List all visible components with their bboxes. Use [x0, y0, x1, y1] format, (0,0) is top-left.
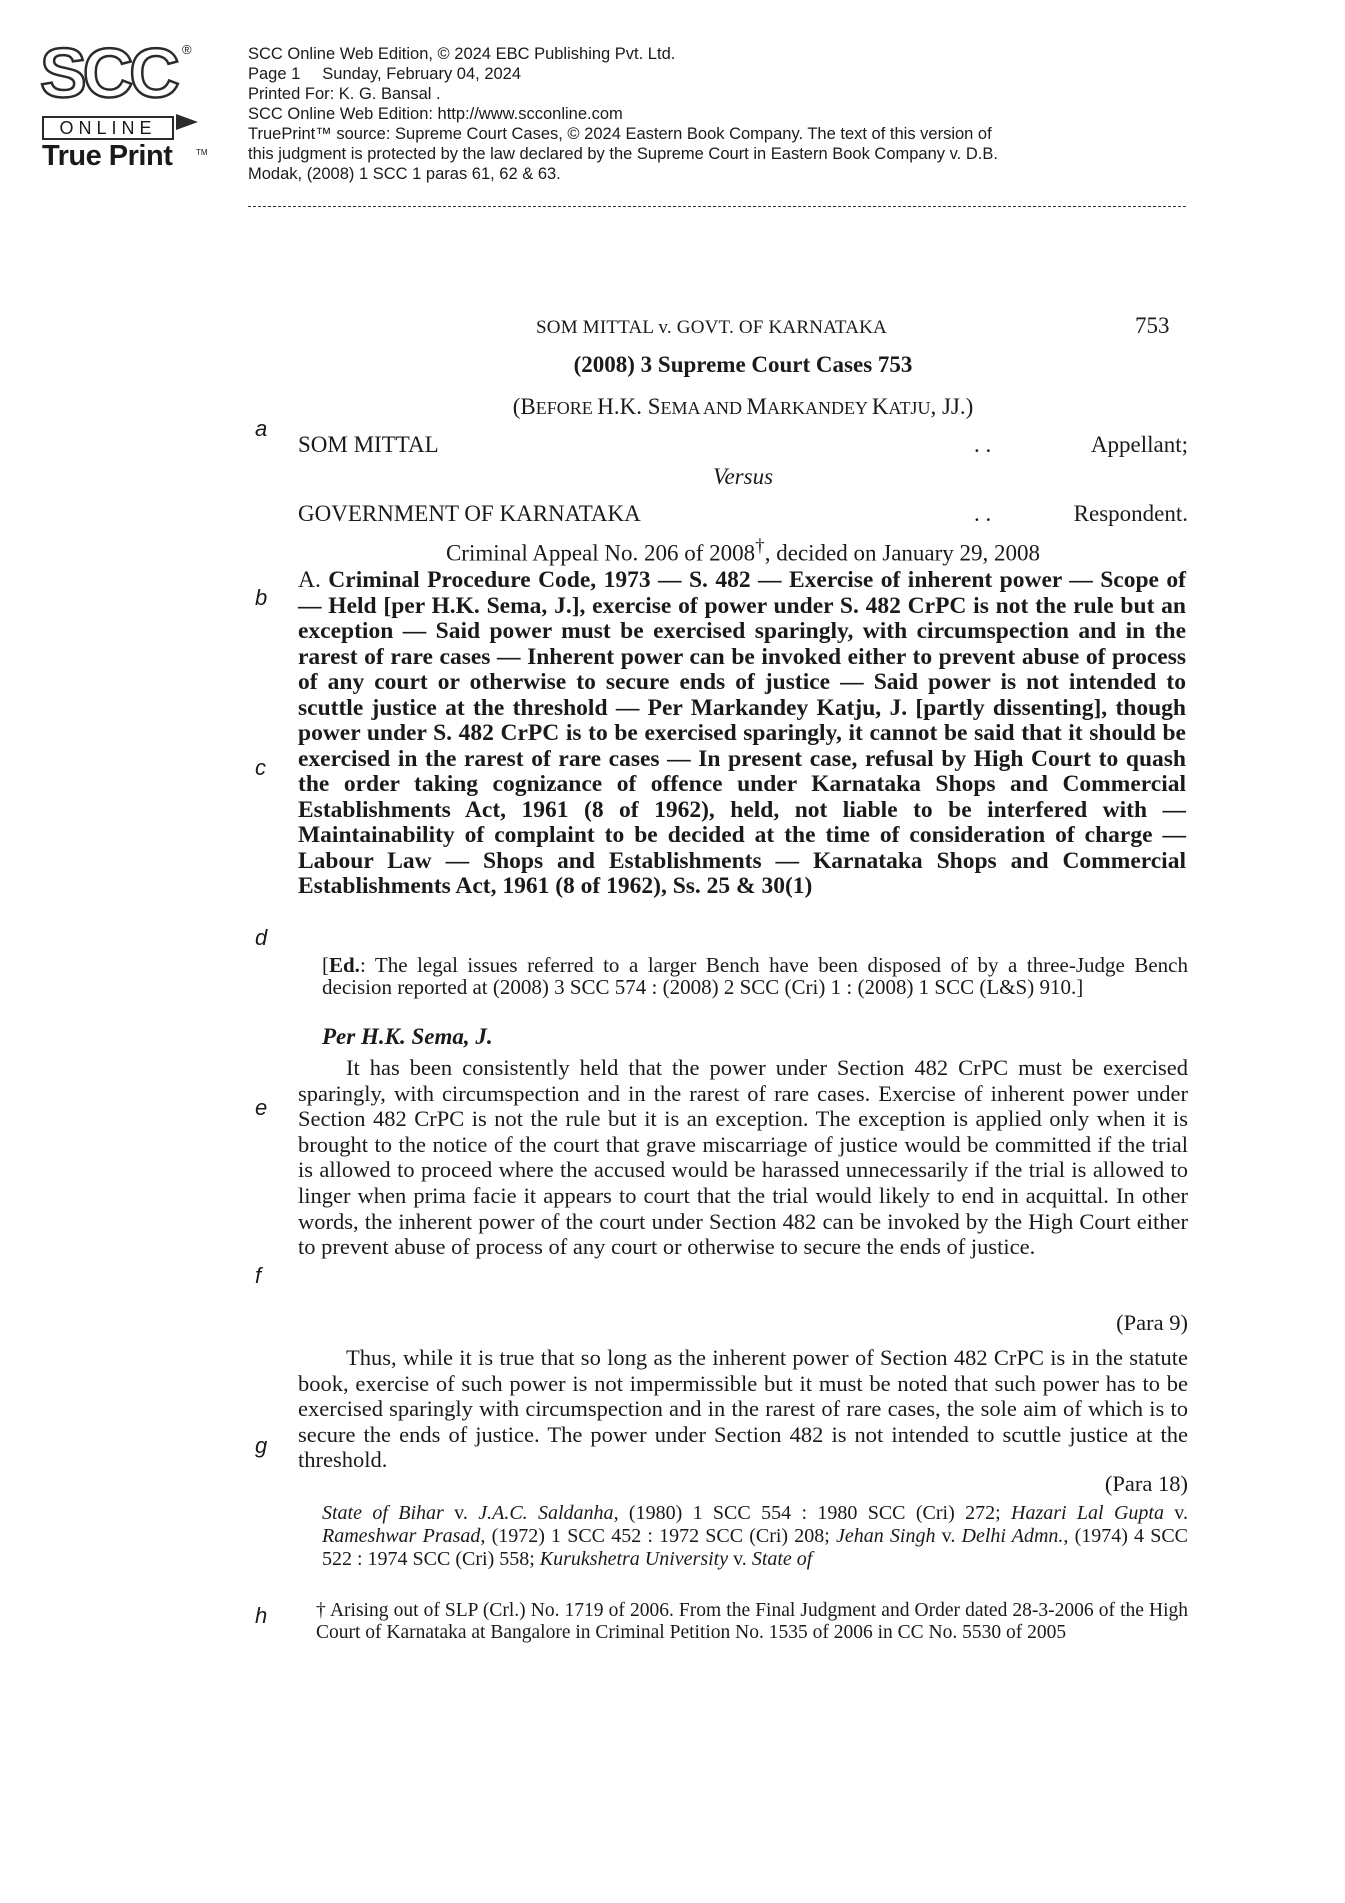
cases-cited: State of Bihar v. J.A.C. Saldanha, (1980) 1 SCC 554 : 1980 SCC (Cri) 272; Hazari Lal Gupta v. Rameshwar Prasad, (1972) 1 SCC 452 : 1972 SCC (Cri) 208; Jehan Singh v. Delhi Admn., (1974) 4 SCC 522 : 1974 SCC (Cri) 558; Kurukshetra University v. State of [322, 1502, 1189, 1570]
margin-letter-h: h [255, 1603, 268, 1628]
margin-letter-b: b [255, 585, 268, 610]
logo-trademark: TM [196, 148, 208, 157]
margin-letter-a: a [255, 416, 268, 441]
editor-note: [Ed.: The legal issues referred to a larger Bench have been disposed of by a three-Judge Bench decision reported at (2008) 3 SCC 574 : (2008) 2 SCC (Cri) 1 : (2008) 1 SCC (L&S) 910.] [322, 953, 1188, 999]
header-date: Sunday, February 04, 2024 [322, 65, 522, 83]
header-source-3: Modak, (2008) 1 SCC 1 paras 61, 62 & 63. [248, 165, 561, 183]
bench: (BEFORE H.K. SEMA AND MARKANDEY KATJU, JJ.) [512, 394, 974, 419]
header-source-1: TruePrint™ source: Supreme Court Cases, © 2024 Eastern Book Company. The text of this version of [248, 125, 992, 143]
para-reference-18: (Para 18) [1104, 1471, 1188, 1496]
header-page: Page 1 [248, 65, 301, 83]
print-header [248, 44, 1198, 184]
appellant-role: Appellant; [1090, 432, 1188, 457]
header-divider [248, 206, 1186, 207]
header-web-edition: SCC Online Web Edition: http://www.scconline.com [248, 105, 623, 123]
paragraph-2: Thus, while it is true that so long as the inherent power of Section 482 CrPC is in the statute book, exercise of such power is not impermissible but it must be noted that such power has to be exercised sparingly with circumspection and in the rarest of rare cases, the sole aim of which is to secure the ends of justice. The power under Section 482 is not intended to scuttle justice at the threshold. [298, 1345, 1188, 1473]
appeal-details: Criminal Appeal No. 206 of 2008†, decided on January 29, 2008 [445, 536, 1041, 566]
page-number: 753 [1135, 313, 1170, 338]
header-printed-for: Printed For: K. G. Bansal . [248, 85, 441, 103]
logo-online-text: ONLINE [42, 116, 174, 140]
margin-letter-f: f [255, 1263, 262, 1288]
logo-flag-icon [176, 114, 198, 130]
header-source-2: this judgment is protected by the law declared by the Supreme Court in Eastern Book Company v. D.B. [248, 145, 998, 163]
para-reference-9: (Para 9) [1116, 1310, 1188, 1335]
logo-scc-text: SCC [40, 34, 176, 112]
respondent-name: GOVERNMENT OF KARNATAKA [298, 501, 641, 526]
appellant-line: SOM MITTAL . . Appellant; [298, 432, 1188, 457]
margin-letter-g: g [255, 1433, 268, 1458]
margin-letter-c: c [255, 755, 266, 780]
logo-true-print-text: True Print [42, 140, 173, 172]
footnote: † Arising out of SLP (Crl.) No. 1719 of 2006. From the Final Judgment and Order dated 28-3-2006 of the High Court of Karnataka at Bangalore in Criminal Petition No. 1535 of 2006 in CC No. 5530 of 2005 [316, 1600, 1188, 1643]
respondent-line: GOVERNMENT OF KARNATAKA . . Respondent. [298, 501, 1188, 526]
running-head: SOM MITTAL v. GOVT. OF KARNATAKA [536, 317, 887, 338]
margin-letter-e: e [255, 1095, 268, 1120]
headnote-text: Criminal Procedure Code, 1973 — S. 482 — Exercise of inherent power — Scope of — Held [per H.K. Sema, J.], exercise of power under S. 482 CrPC is not the rule but an exception — Said power must be exercised sparingly, with circumspection and in the rarest of rare cases — Inherent power can be invoked either to prevent abuse of process of any court or otherwise to secure ends of justice — Said power is not intended to scuttle justice at the threshold — Per Markandey Katju, J. [partly dissenting], though power under S. 482 CrPC is to be exercised sparingly, it cannot be said that it should be exercised in the rarest of rare cases — In present case, refusal by High Court to quash the order taking cognizance of offence under Karnataka Shops and Commercial Establishments Act, 1961 (8 of 1962), held, not liable to be interfered with — Maintainability of complaint to be decided at the time of consideration of charge — Labour Law — Shops and Establishments — Karnataka Shops and Commercial Establishments Act, 1961 (8 of 1962), Ss. 25 & 30(1) [298, 567, 1186, 899]
headnote: A. Criminal Procedure Code, 1973 — S. 482 — Exercise of inherent power — Scope of — Held [per H.K. Sema, J.], exercise of power under S. 482 CrPC is not the rule but an exception — Said power must be exercised sparingly, with circumspection and in the rarest of rare cases — Inherent power can be invoked either to prevent abuse of process of any court or otherwise to secure ends of justice — Said power is not intended to scuttle justice at the threshold — Per Markandey Katju, J. [partly dissenting], though power under S. 482 CrPC is to be exercised sparingly, it cannot be said that it should be exercised in the rarest of rare cases — In present case, refusal by High Court to quash the order taking cognizance of offence under Karnataka Shops and Commercial Establishments Act, 1961 (8 of 1962), held, not liable to be interfered with — Maintainability of complaint to be decided at the time of consideration of charge — Labour Law — Shops and Establishments — Karnataka Shops and Commercial Establishments Act, 1961 (8 of 1962), Ss. 25 & 30(1) [298, 567, 1186, 899]
margin-letter-d: d [255, 925, 268, 950]
case-citation: (2008) 3 Supreme Court Cases 753 [573, 352, 913, 377]
appellant-name: SOM MITTAL [298, 432, 439, 457]
header-copyright: SCC Online Web Edition, © 2024 EBC Publishing Pvt. Ltd. [248, 45, 676, 63]
paragraph-1: It has been consistently held that the power under Section 482 CrPC must be exercised sparingly, with circumspection and in the rarest of rare cases. Exercise of inherent power under Section 482 CrPC is not the rule but it is an exception. The exception is applied only when it is brought to the notice of the court that grave miscarriage of justice would be committed if the trial is allowed to proceed where the accused would be harassed unnecessarily if the trial is allowed to linger when prima facie it appears to court that the trial would likely to end in acquittal. In other words, the inherent power of the court under Section 482 can be invoked by the High Court either to prevent abuse of process of any court or otherwise to secure the ends of justice. [298, 1055, 1188, 1260]
versus: Versus [712, 464, 774, 489]
scc-online-logo [36, 34, 208, 174]
respondent-role: Respondent. [1073, 501, 1188, 526]
header-page-line [248, 64, 1198, 84]
logo-registered-mark: ® [182, 42, 192, 57]
per-judge: Per H.K. Sema, J. [322, 1024, 493, 1049]
